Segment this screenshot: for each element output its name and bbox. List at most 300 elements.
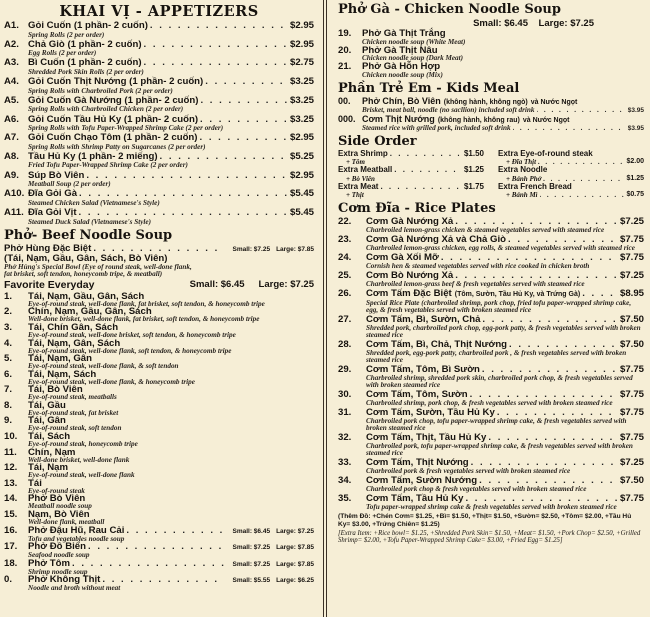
side-name: Extra Shrimp [338,148,388,158]
item-desc: Charbroiled pork, tofu paper-wrapped shrimp cake, & fresh vegetables served with broken steamed rice [366,442,633,457]
menu-item [338,29,644,46]
item-name: Bì Cuốn (1 phần- 2 cuốn) [28,57,142,69]
side-item [338,166,484,183]
left-column [0,0,322,592]
item-desc: fat brisket, soft tendon, honeycomb tripe, & meatball) [4,269,163,278]
dot-leader [538,158,624,166]
item-price: $7.25 [619,457,644,468]
item-name: Phở Gà Thịt Trắng [362,28,446,39]
item-name: Tái, Nạm, Gân [28,353,92,365]
item-desc: Eye-of-round steak, well-done flank, & honeycomb tripe [28,377,195,386]
menu-item [4,323,314,339]
item-row [4,208,314,219]
menu-item [338,253,644,270]
item-name: Nạm, Bò Viên [28,509,90,521]
price-small: Small: $7.25 [232,245,271,253]
item-desc: Eye-of-round steak, well-done flank [28,471,135,480]
item-price: $2.75 [289,57,314,69]
item-name: Tái, Gân [28,415,66,427]
item-desc: Egg Rolls (2 per order) [28,49,97,58]
side-row [338,183,484,192]
item-name: Cơm Gà Nướng Xả [366,216,454,227]
item-desc-text: Steamed rice with grilled pork, included soft drink [362,124,511,132]
item-desc: Charbroiled shrimp, shredded pork skin, charbroiled pork chop, & fresh vegetables served with broken steamed rice [366,374,633,389]
item-price: $2.95 [289,20,314,31]
menu-item [338,408,644,432]
item-name: Tái, Nạm, Gân, Sách [28,337,121,349]
menu-item [4,133,314,151]
item-number: 25. [338,270,352,281]
item-name: Phở Tôm [28,557,70,569]
item-number: 18. [4,557,18,569]
dot-leader [380,183,462,192]
dot-leader [72,559,224,568]
item-price: $7.25 [619,270,644,281]
item-name: Cơm Tấm, Bì, Chả, Thịt Nướng [366,339,508,350]
item-desc: Tofu and vegetables noodle soup [28,534,125,543]
menu-item [4,463,314,479]
item-name: Gỏi Cuốn Thịt Nướng (1 phần- 2 cuốn) [28,76,204,88]
item-desc: Spring Rolls with Shrimp Patty on Sugarcanes (2 per order) [28,142,206,151]
item-desc: Charbroiled pork & fresh vegetables served with broken steamed rice [366,467,571,475]
dot-leader [200,96,288,107]
item-number: 00. [338,95,351,106]
side-sub-name: + Tôm [346,158,365,166]
price-small: Small: $6.45 [473,18,528,29]
item-name: Đĩa Gỏi Gà [28,188,78,200]
rice-heading: Cơm Đĩa - Rice Plates [338,201,496,216]
menu-item [4,526,314,543]
rice-list [338,217,644,511]
price-large: Large: $7.85 [276,544,314,552]
item-number: 24. [338,252,352,263]
item-desc: Steamed Duck Salad (Vietnamese's Style) [28,217,151,226]
item-desc: Eye-of-round steak [28,486,85,495]
item-desc-text: Brisket, meat ball, noodle (no sacllion) included soft drink [362,106,535,114]
item-name: Phở Chín, Bò Viên [362,95,441,106]
item-desc: Eye-of-round steak, well-done flank, & soft tendon [28,362,179,371]
side-sub-name: + Đĩa Thịt [506,158,537,166]
menu-item [338,458,644,475]
item-number: 5. [4,353,13,365]
menu-item [338,494,644,511]
kids-heading: Phần Trẻ Em - Kids Meal [338,80,520,96]
menu-item [4,494,314,510]
menu-item [4,189,314,207]
item-desc: Chicken noodle soup (Mix) [362,70,443,79]
item-price: $7.75 [619,234,644,245]
item-name: Gỏi Cuốn Chạo Tôm (1 phần- 2 cuốn) [28,132,198,144]
item-number: 23. [338,234,352,245]
item-note: (Tôm, Sườn, Tầu Hủ Ky, và Trứng Gà) [454,291,581,298]
menu-item [338,46,644,63]
footer-en: [Extra Item: +Rice bowl= $1.25, +Shredded Pork Skin= $1.50, +Meat= $1.50, +Pork Chop= $2.50, +Grilled Shrimp= $2.00, +Tofu Paper-Wrapped Shrimp Cake= $3.00, +Fried Egg= $1.25] [338,530,641,545]
pho-special [4,244,314,278]
menu-item [338,390,644,407]
menu-item [4,58,314,76]
item-number: 21. [338,61,352,72]
dot-leader [582,289,618,299]
item-desc: Spring Rolls with Tofu Paper-Wrapped Shrimp Cake (2 per order) [28,124,224,133]
item-desc [338,125,644,133]
item-name: Cơm Tấm, Sườn, Tầu Hủ Ky [366,407,495,418]
item-desc: Chicken noodle soup (Dark Meat) [362,54,464,62]
item-name: Chín, Nạm, Gầu, Gân, Sách [28,306,152,318]
item-desc: Well-done brisket, well-done flank [28,455,130,464]
item-tail: và Nước Ngọt [522,116,570,124]
dot-leader [86,171,288,182]
appetizers-list [4,21,314,226]
dot-leader [102,575,224,584]
price-large: Large: $7.25 [538,18,594,29]
item-number: 20. [338,44,352,56]
item-number: 6. [4,368,13,380]
item-number: 7. [4,384,13,396]
item-number: A3. [4,57,19,69]
item-desc: Charbroiled pork chop, tofu paper-wrapped shrimp cake, & fresh vegetables served with broken steamed rice [366,417,627,432]
item-desc: Eye-of-round steak, well-done flank, fat brisket, soft tendon, & honeycomb tripe [28,299,265,308]
item-number: 14. [4,493,18,505]
favorite-everyday [4,278,314,292]
item-price: $7.75 [619,432,644,443]
item-number: 32. [338,432,352,443]
item-number: 10. [4,431,18,443]
side-price: $1.25 [626,174,644,182]
item-name: Cơm Tấm, Sườn Nướng [366,475,478,486]
item-desc: Phở Hùng's Special Bowl (Eye of round steak, well-done flank, [4,262,192,271]
side-price: $0.75 [626,191,644,198]
item-desc: Shredded pork, charbroiled pork chop, egg-pork patty, & fresh vegetables served with broken steamed rice [366,324,641,339]
item-name: Cơm Tấm, Tôm, Sườn [366,389,468,400]
item-number: 35. [338,493,352,504]
item-number: 30. [338,389,352,400]
item-number: 4. [4,337,13,349]
item-desc: Seafood noodle soup [28,551,90,560]
item-number: 12. [4,462,18,474]
menu-item [4,542,314,559]
pho-ga-heading: Phở Gà - Chicken Noodle Soup [338,2,561,17]
item-name: Súp Bò Viên [28,169,85,181]
item-desc: Chicken noodle soup (White Meat) [362,37,466,46]
item-price: $2.95 [289,169,314,181]
item-note: (không hành, không rau) [437,116,520,124]
pho-ga-list [338,29,644,79]
item-name: Phở Gà Hỗn Hợp [362,61,441,72]
side-item [498,166,644,183]
dot-leader [150,21,288,32]
side-name: Extra Noodle [498,165,548,174]
dot-leader [394,166,462,175]
side-sub [338,191,484,199]
item-name: Cơm Tấm, Tầu Hủ Ky [366,493,464,504]
menu-item [338,289,644,314]
item-price: $7.75 [619,493,644,504]
menu-item [4,208,314,226]
side-name: Extra Meatball [338,165,393,174]
item-desc: Spring Rolls (2 per order) [28,30,105,39]
item-name: Cơm Gà Nướng Xả và Chả Giò [366,234,507,245]
item-sub: (Tái, Nạm, Gầu, Gân, Sách, Bò Viên) [4,253,168,265]
item-desc: Spring Rolls with Charbroiled Pork (2 per order) [28,86,173,95]
menu-item [338,365,644,389]
kids-list [338,97,644,133]
item-name: Tái, Nạm, Sách [28,368,97,380]
item-name: Cơm Tấm, Tôm, Bì Sườn [366,364,480,375]
menu-item [4,171,314,189]
price-large: Large: $6.25 [276,577,314,585]
side-item [338,150,484,167]
item-desc: Charbroiled shrimp, pork chop, & fresh vegetables served with broken steamed rice [366,399,613,407]
menu-item [4,559,314,576]
side-row [498,150,644,159]
favorite-label: Favorite Everyday [4,278,95,291]
item-desc: Meatball Soup (2 per order) [28,180,111,189]
side-row [498,183,644,192]
side-price: $1.50 [463,148,484,158]
side-row [338,150,484,159]
item-price: $7.75 [619,364,644,375]
item-price: $7.50 [619,475,644,486]
item-price: $7.75 [619,389,644,400]
item-price: $5.25 [289,150,314,162]
dot-leader [540,191,625,199]
item-number: A6. [4,113,19,125]
item-number: 15. [4,509,18,521]
price-large: Large: $7.85 [276,245,314,253]
item-price: $7.50 [619,339,644,350]
dot-leader [126,526,224,535]
item-number: 28. [338,339,352,350]
item-desc: Cornish hen & steamed vegetables served with rice cooked in chicken broth [366,262,590,270]
item-name: Phở Hùng Đặc Biệt [4,242,92,254]
item-name: Cơm Tấm Đặc Biệt [366,288,452,299]
menu-item [4,416,314,432]
item-number: A7. [4,132,19,144]
menu-item [338,315,644,339]
menu-item [4,77,314,95]
menu-item [4,40,314,58]
item-desc: Steamed Chicken Salad (Vietnamese's Style) [28,198,160,207]
item-desc: Eye-of-round steak, meatballs [28,393,117,402]
side-item [498,150,644,167]
side-row [498,166,644,175]
item-number: A9. [4,169,19,181]
menu-item [338,271,644,288]
side-name: Extra Eye-of-round steak [498,148,593,158]
menu-item [4,479,314,495]
item-price: $5.45 [289,207,314,219]
menu-item [4,401,314,417]
side-name: Extra Meat [338,181,379,191]
dot-leader [88,542,224,551]
price-small: Small: $7.25 [232,560,271,568]
item-number: 22. [338,216,352,227]
item-price: $2.95 [289,132,314,144]
item-tail: và Nước Ngọt [530,98,578,106]
price-large: Large: $7.85 [276,560,314,568]
item-number: A4. [4,76,19,88]
pho-list [4,292,314,592]
item-name: Phở Bò Viên [28,493,86,505]
menu-item [338,433,644,457]
item-desc: Well-done flank, meatball [28,518,105,527]
side-item [498,183,644,200]
menu-item [4,292,314,308]
item-name: Gỏi Cuốn Gà Nướng (1 phần- 2 cuốn) [28,94,199,106]
item-number: 29. [338,364,352,375]
item-price: $8.95 [619,288,644,299]
item-name: Tái, Nạm, Gầu, Gân, Sách [28,290,145,302]
item-number: 34. [338,475,352,486]
item-desc: Tofu paper-wrapped shrimp cake & fresh vegetables served with broken steamed rice [366,503,617,511]
item-name: Cơm Gà Xối Mỡ [366,252,439,263]
menu-item [4,96,314,114]
right-column [328,0,650,545]
side-order [338,150,644,200]
price-small: Small: $6.45 [232,527,271,535]
item-number: A5. [4,94,19,106]
item-number: 0. [4,574,13,586]
menu-item [338,217,644,234]
price-large: Large: $7.25 [258,278,314,290]
item-number: 8. [4,399,13,411]
item-price: $3.25 [289,113,314,125]
item-desc: Shredded pork, egg-pork patty, charbroiled pork , & fresh vegetables served with broken steamed rice [366,349,627,364]
item-desc: Eye-of-round steak, soft tendon [28,424,122,433]
item-number: 11. [4,446,17,458]
item-price: $7.50 [619,314,644,325]
item-name: Tái, Sách [28,431,71,443]
item-desc: Noodle and broth without meat [28,584,121,593]
item-desc: Charbroiled lemon-grass chicken, egg rolls, & steamed vegetables served with steamed rice [366,244,635,252]
price-small: Small: $6.45 [189,278,245,290]
column-divider [323,0,327,617]
menu-item [338,476,644,493]
side-right-list [498,150,644,200]
menu-item [4,575,314,592]
item-number: A11. [4,207,24,219]
item-name: Cơm Tấm, Bì, Sườn, Chả [366,314,481,325]
item-number: 33. [338,457,352,468]
side-left-list [338,150,484,200]
menu-item [4,21,314,39]
appetizers-heading: KHAI VỊ - APPETIZERS [59,3,259,20]
side-sub-name: + Bánh Phở [506,174,542,183]
side-sub-name: + Thịt [346,191,364,199]
dot-leader [144,40,288,51]
menu-item [338,235,644,252]
item-name: Tái, Gầu [28,399,66,411]
item-price: $5.45 [289,188,314,200]
item-name: Phở Đậu Hũ, Rau Cải [28,524,125,536]
side-name: Extra French Bread [498,181,572,191]
item-number: A1. [4,20,19,31]
item-name: Phở Gà Thịt Nâu [362,44,438,56]
item-desc: Well-done brisket, well-done flank, fat brisket, soft tendon, & honeycomb tripe [28,315,260,324]
menu-item [338,62,644,79]
item-price: $3.95 [627,125,644,132]
item-desc: Shredded Pork Skin Rolls (2 per order) [28,67,144,76]
footer-vn: (Thêm Đồ: +Chén Cơm= $1.25, +Bì= $1.50, +Thịt= $1.50, +Sườn= $2.50, +Tôm= $2.00, +Tầu Hủ Ky= $3.00, +Trứng Chiên= $1.25) [338,513,632,528]
item-name: Cơm Tấm, Thịt, Tầu Hủ Ky [366,432,487,443]
item-name: Chín, Nạm [28,446,76,458]
item-number: 17. [4,541,18,553]
item-desc: Special Rice Plate (charbroiled shrimp, pork chop, fried tofu paper-wrapped shrimp cake, egg, & fresh vegetables served with broken steamed rice [366,299,632,314]
item-price: $3.95 [627,107,644,114]
item-desc: Eye-of-round steak, well-done brisket, soft tendon, & honeycomb tripe [28,330,236,339]
item-price: $2.95 [289,38,314,50]
item-name: Tái, Chín Gân, Sách [28,321,119,333]
item-desc: Eye-of-round steak, well-done flank, soft tendon, & honeycomb tripe [28,346,232,355]
side-row [338,166,484,175]
item-name: Gỏi Cuốn Tầu Hủ Ky (1 phần- 2 cuốn) [28,113,199,125]
dot-leader [199,133,288,144]
item-number: 27. [338,314,352,325]
side-price: $1.75 [463,181,484,191]
item-price: $7.25 [619,216,644,227]
item-number: A2. [4,38,19,50]
item-desc: Charbroiled lemon-grass beef & fresh vegetables served with steamed rice [366,280,585,288]
menu-item [4,115,314,133]
dot-leader [79,208,288,219]
item-name: Phở Đồ Biển [28,541,86,553]
item-desc: Charbroiled lemon-grass chicken & steamed vegetables served with steamed rice [366,226,605,234]
item-name: Cơm Bò Nướng Xả [366,270,454,281]
menu-item [4,448,314,464]
item-name: Gỏi Cuốn (1 phần- 2 cuốn) [28,20,148,31]
side-sub-name: + Bò Viên [346,174,375,183]
item-number: 9. [4,415,13,427]
price-small: Small: $5.55 [232,577,271,585]
item-number: 26. [338,288,352,299]
item-name: Phở Không Thịt [28,574,101,586]
item-desc: Eye-of-round steak, honeycomb tripe [28,440,138,449]
item-name: Cơm Thịt Nướng [362,113,435,124]
dot-leader [390,150,462,159]
item-number: 2. [4,306,13,318]
item-name: Đĩa Gỏi Vịt [28,207,77,219]
item-number: 3. [4,321,13,333]
item-name: Tái [28,477,42,489]
item-price: $7.75 [619,252,644,263]
side-price: $1.25 [463,165,484,174]
item-desc: Spring Rolls with Charbroiled Chicken (2 per order) [28,105,184,114]
side-heading: Side Order [338,133,417,149]
side-item [338,183,484,200]
menu-item [338,97,644,115]
menu-item [4,385,314,401]
dot-leader [537,107,622,115]
item-desc: Eye-of-round steak, fat brisket [28,408,119,417]
item-number: 19. [338,28,352,39]
price-small: Small: $7.25 [232,544,271,552]
item-number: 31. [338,407,352,418]
item-name: Tái, Bò Viên [28,384,83,396]
item-desc: Charbroiled pork chop & fresh vegetables served with broken steamed rice [366,485,587,493]
menu-item [4,432,314,448]
item-note: (không hành, không ngò) [443,98,528,106]
item-name: Tái, Nạm [28,462,68,474]
item-price: $7.75 [619,407,644,418]
menu-item [338,115,644,133]
menu-item [4,152,314,170]
item-number: 13. [4,477,18,489]
dot-leader [205,77,288,88]
item-name: Tầu Hủ Ky (1 phần- 2 miếng) [28,150,158,162]
dot-leader [144,58,288,69]
side-sub-name: + Bánh Mì [506,191,538,199]
item-number: 000. [338,113,356,124]
